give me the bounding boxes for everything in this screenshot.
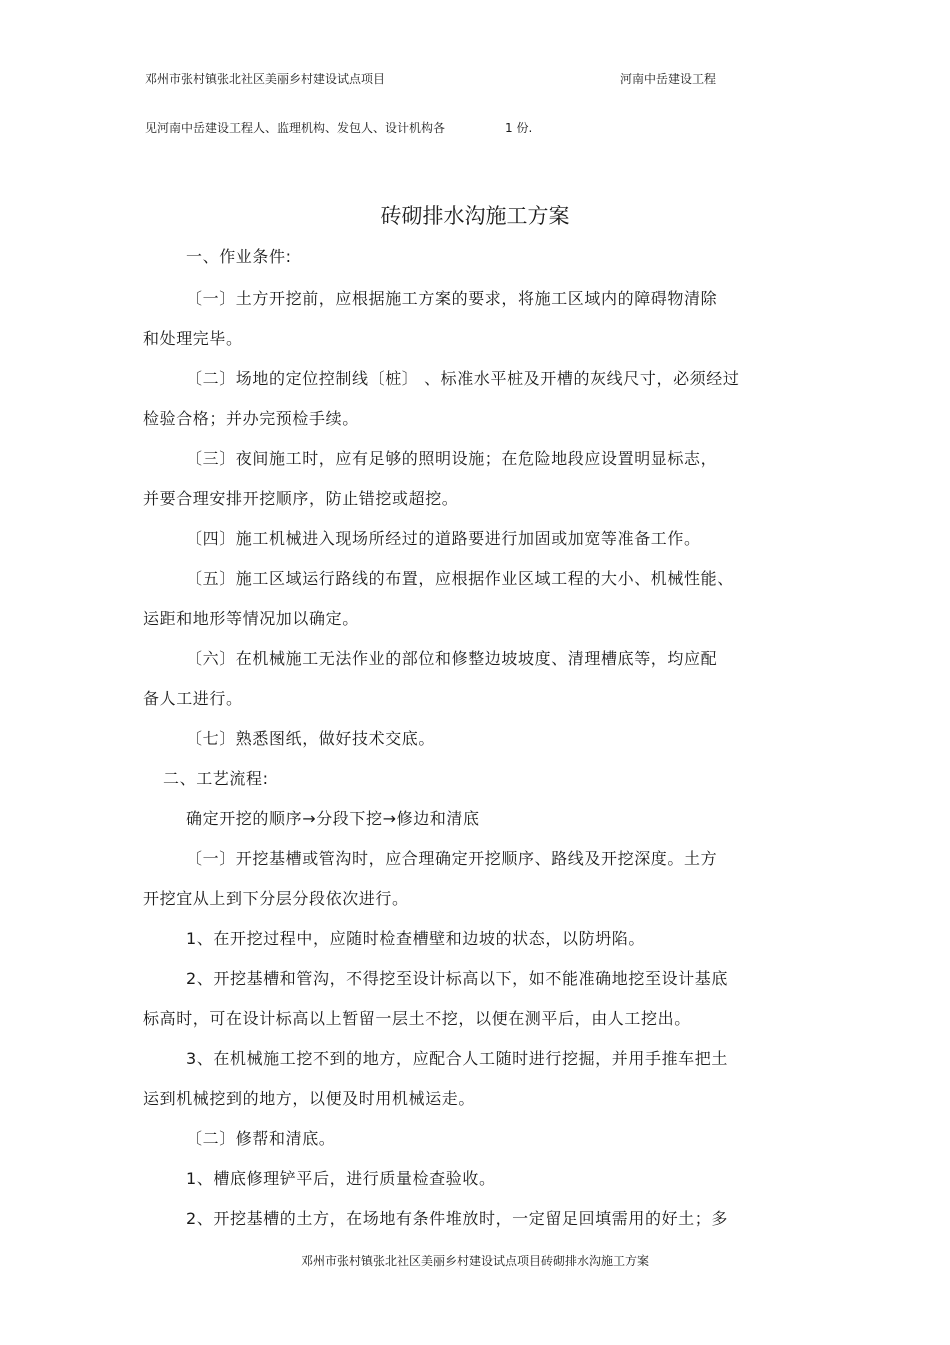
distribution-note <box>145 119 533 136</box>
page-footer: 邓州市张村镇张北社区美丽乡村建设试点项目砖砌排水沟施工方案 <box>300 1254 649 1268</box>
paragraph-line: 并要合理安排开挖顺序，防止错挖或超挖。 <box>143 489 459 508</box>
paragraph-line: 检验合格；并办完预检手续。 <box>143 409 359 428</box>
process-flow: 确定开挖的顺序→分段下挖→修边和清底 <box>186 809 480 828</box>
paragraph-line: 1、在开挖过程中，应随时检查槽壁和边坡的状态，以防坍陷。 <box>186 929 645 948</box>
section-heading: 一、作业条件: <box>186 247 292 266</box>
paragraph-line: 2、开挖基槽的土方，在场地有条件堆放时，一定留足回填需用的好土；多 <box>186 1209 728 1228</box>
paragraph-line: 〔七〕熟悉图纸，做好技术交底。 <box>186 729 436 748</box>
paragraph-line: 标高时，可在设计标高以上暂留一层土不挖，以便在测平后，由人工挖出。 <box>143 1009 691 1028</box>
paragraph-line: 〔三〕夜间施工时，应有足够的照明设施；在危险地段应设置明显标志， <box>186 449 718 468</box>
paragraph-line: 〔二〕场地的定位控制线〔桩〕 、标准水平桩及开槽的灰线尺寸，必须经过 <box>186 369 740 388</box>
paragraph-line: 运距和地形等情况加以确定。 <box>143 609 359 628</box>
paragraph-line: 〔六〕在机械施工无法作业的部位和修整边坡坡度、清理槽底等，均应配 <box>186 649 718 668</box>
paragraph-line: 〔二〕修帮和清底。 <box>186 1129 336 1148</box>
paragraph-line: 2、开挖基槽和管沟，不得挖至设计标高以下，如不能准确地挖至设计基底 <box>186 969 728 988</box>
section-heading: 二、工艺流程: <box>163 769 269 788</box>
header-company-name: 河南中岳建设工程 <box>620 72 717 86</box>
document-title: 砖砌排水沟施工方案 <box>380 204 570 228</box>
paragraph-line: 运到机械挖到的地方，以便及时用机械运走。 <box>143 1089 476 1108</box>
paragraph-line: 〔一〕开挖基槽或管沟时，应合理确定开挖顺序、路线及开挖深度。土方 <box>186 849 718 868</box>
distribution-copies: 1 份. <box>505 121 533 135</box>
paragraph-line: 和处理完毕。 <box>143 329 243 348</box>
paragraph-line: 〔五〕施工区域运行路线的布置，应根据作业区域工程的大小、机械性能、 <box>186 569 734 588</box>
paragraph-line: 备人工进行。 <box>143 689 243 708</box>
paragraph-line: 〔四〕施工机械进入现场所经过的道路要进行加固或加宽等准备工作。 <box>186 529 701 548</box>
paragraph-line: 3、在机械施工挖不到的地方，应配合人工随时进行挖掘，并用手推车把土 <box>186 1049 728 1068</box>
header-project-name: 邓州市张村镇张北社区美丽乡村建设试点项目 <box>145 72 386 86</box>
paragraph-line: 1、槽底修理铲平后，进行质量检查验收。 <box>186 1169 496 1188</box>
paragraph-line: 〔一〕土方开挖前，应根据施工方案的要求，将施工区域内的障碍物清除 <box>186 289 718 308</box>
paragraph-line: 开挖宜从上到下分层分段依次进行。 <box>143 889 409 908</box>
distribution-text: 见河南中岳建设工程人、监理机构、发包人、设计机构各 <box>145 121 446 135</box>
